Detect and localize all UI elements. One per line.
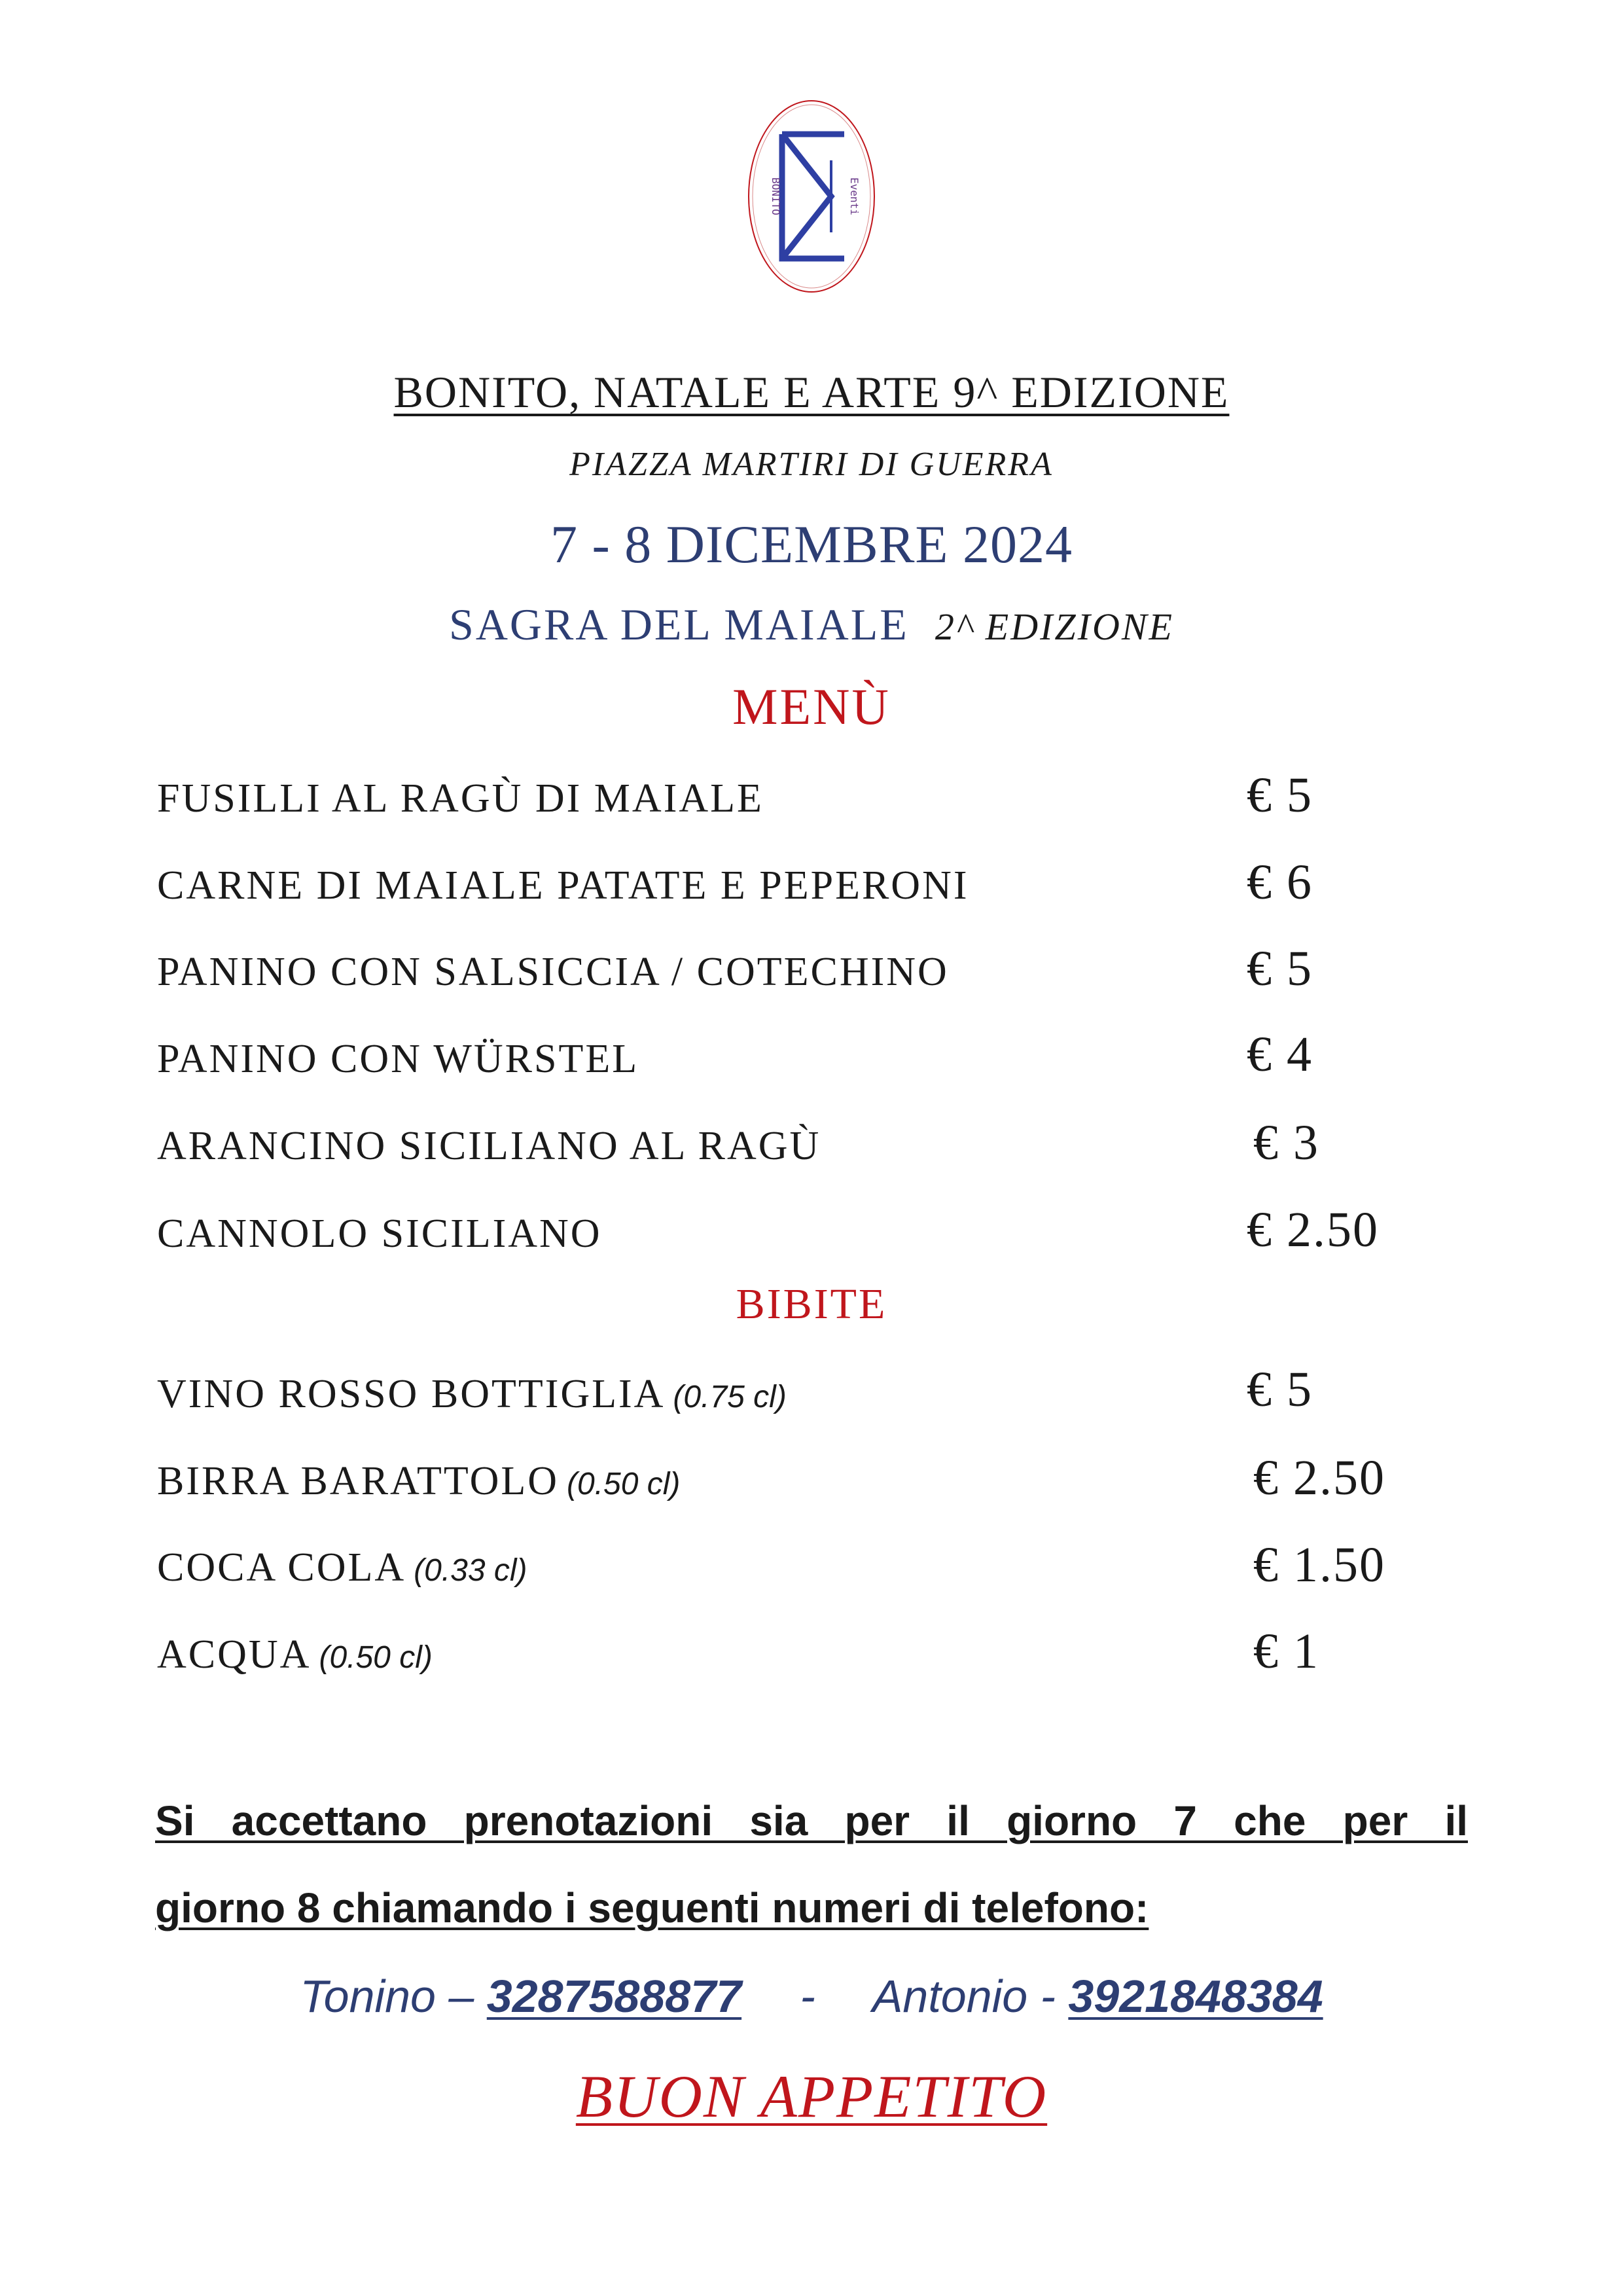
menu-price: € 5 [1247,768,1313,823]
menu-heading: MENÙ [732,678,891,735]
menu-item: FUSILLI AL RAGÙ DI MAIALE [157,776,764,821]
menu-price: € 3 [1253,1115,1319,1170]
sagra-name: SAGRA DEL MAIALE [449,600,909,649]
drink-item [157,1632,433,1678]
drink-name: BIRRA BARATTOLO [157,1459,559,1503]
contact-2-phone[interactable]: 3921848384 [1068,1971,1323,2022]
contact-phones [0,1970,1623,2022]
drink-price: € 5 [1247,1362,1313,1417]
sagra-edition: 2^ EDIZIONE [935,605,1174,648]
menu-item: PANINO CON WÜRSTEL [157,1037,639,1081]
contact-2-name: Antonio - [872,1971,1056,2022]
bonito-eventi-logo [746,98,877,295]
reservation-line-1: Si accettano prenotazioni sia per il giorno 7 che per il [155,1797,1468,1844]
drink-name: ACQUA [157,1632,312,1677]
menu-item: PANINO CON SALSICCIA / COTECHINO [157,950,949,994]
contact-separator: - [800,1971,815,2022]
sagra-title [0,599,1623,651]
menu-item: CANNOLO SICILIANO [157,1211,602,1256]
svg-text:Eventi: Eventi [848,177,861,215]
drink-price: € 2.50 [1253,1450,1385,1505]
drink-item [157,1545,527,1591]
closing-greeting: BUON APPETITO [575,2063,1048,2130]
menu-price: € 2.50 [1247,1202,1379,1257]
drink-item [157,1458,680,1505]
drink-name: COCA COLA [157,1545,406,1590]
menu-item: ARANCINO SICILIANO AL RAGÙ [157,1124,821,1168]
drink-size: (0.50 cl) [567,1467,681,1501]
drink-name: VINO ROSSO BOTTIGLIA [157,1372,666,1416]
menu-price: € 4 [1247,1027,1313,1082]
menu-price: € 6 [1247,855,1313,910]
menu-item: CARNE DI MAIALE PATATE E PEPERONI [157,863,969,908]
drink-size: (0.50 cl) [319,1640,433,1675]
contact-1-name: Tonino – [300,1971,474,2022]
bibite-heading: BIBITE [736,1280,887,1328]
svg-text:BONITO: BONITO [770,177,782,215]
event-place: PIAZZA MARTIRI DI GUERRA [569,446,1054,483]
drink-size: (0.75 cl) [673,1380,787,1414]
contact-1-phone[interactable]: 3287588877 [486,1971,742,2022]
event-dates: 7 - 8 DICEMBRE 2024 [550,514,1073,574]
drink-size: (0.33 cl) [414,1553,527,1588]
drink-price: € 1.50 [1253,1537,1385,1592]
reservation-line-2: giorno 8 chiamando i seguenti numeri di telefono: [155,1884,1149,1931]
menu-price: € 5 [1247,941,1313,996]
event-title: BONITO, NATALE E ARTE 9^ EDIZIONE [393,367,1230,417]
drink-price: € 1 [1253,1624,1319,1679]
drink-item [157,1371,787,1418]
